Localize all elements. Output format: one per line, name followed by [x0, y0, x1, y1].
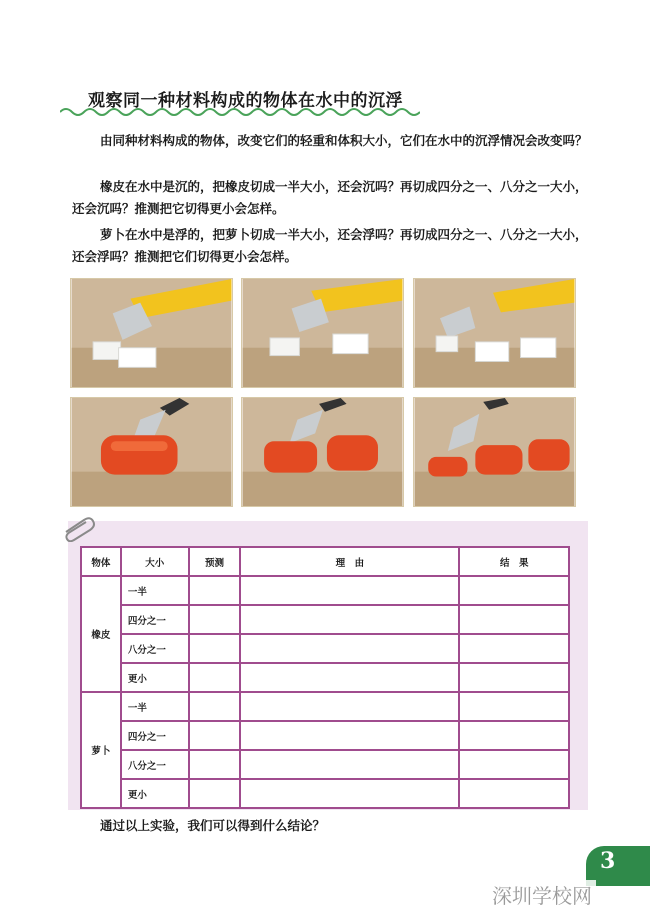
prediction-cell[interactable]	[189, 663, 241, 692]
size-cell: 八分之一	[121, 750, 189, 779]
page-number: 3	[600, 848, 616, 874]
reason-cell[interactable]	[240, 692, 459, 721]
radish-cut-image	[71, 398, 232, 506]
table-row	[81, 692, 569, 721]
radish-cut-image	[414, 398, 575, 506]
object-radish: 萝卜	[81, 692, 121, 808]
conclusion-question: 通过以上实验，我们可以得到什么结论？	[100, 818, 326, 833]
eraser-photo-half	[70, 278, 233, 388]
prediction-cell[interactable]	[189, 634, 241, 663]
object-eraser: 橡皮	[81, 576, 121, 692]
result-cell[interactable]	[459, 634, 569, 663]
reason-cell[interactable]	[240, 663, 459, 692]
prediction-cell[interactable]	[189, 721, 241, 750]
table-row	[81, 663, 569, 692]
radish-photo-quarter	[241, 397, 404, 507]
radish-paragraph: 萝卜在水中是浮的，把萝卜切成一半大小，还会浮吗？再切成四分之一、八分之一大小，还会浮吗？推测把它们切得更小会怎样。	[72, 227, 588, 264]
eraser-photo-eighth	[413, 278, 576, 388]
reason-cell[interactable]	[240, 721, 459, 750]
title-underline-wave	[60, 104, 420, 118]
table-header-row	[81, 547, 569, 576]
prediction-cell[interactable]	[189, 779, 241, 808]
watermark: 深圳学校网	[488, 880, 596, 909]
header-prediction: 预测	[189, 547, 241, 576]
result-cell[interactable]	[459, 576, 569, 605]
reason-cell[interactable]	[240, 779, 459, 808]
paperclip-icon	[60, 514, 100, 542]
size-cell: 四分之一	[121, 605, 189, 634]
table-row	[81, 605, 569, 634]
size-cell: 八分之一	[121, 634, 189, 663]
result-cell[interactable]	[459, 663, 569, 692]
size-cell: 一半	[121, 692, 189, 721]
prediction-cell[interactable]	[189, 605, 241, 634]
table-row	[81, 721, 569, 750]
header-reason: 理 由	[240, 547, 459, 576]
header-size: 大小	[121, 547, 189, 576]
result-cell[interactable]	[459, 779, 569, 808]
eraser-cut-image	[71, 279, 232, 387]
result-cell[interactable]	[459, 721, 569, 750]
result-cell[interactable]	[459, 750, 569, 779]
size-cell: 更小	[121, 779, 189, 808]
header-result: 结 果	[459, 547, 569, 576]
eraser-cut-image	[414, 279, 575, 387]
reason-cell[interactable]	[240, 576, 459, 605]
header-object: 物体	[81, 547, 121, 576]
reason-cell[interactable]	[240, 605, 459, 634]
prediction-cell[interactable]	[189, 750, 241, 779]
result-cell[interactable]	[459, 605, 569, 634]
size-cell: 四分之一	[121, 721, 189, 750]
table-row	[81, 750, 569, 779]
prediction-cell[interactable]	[189, 576, 241, 605]
eraser-cut-image	[242, 279, 403, 387]
eraser-paragraph: 橡皮在水中是沉的，把橡皮切成一半大小，还会沉吗？再切成四分之一、八分之一大小，还会沉吗？推测把它切得更小会怎样。	[72, 179, 588, 216]
radish-photo-half	[70, 397, 233, 507]
prediction-cell[interactable]	[189, 692, 241, 721]
intro-paragraph: 由同种材料构成的物体，改变它们的轻重和体积大小，它们在水中的沉浮情况会改变吗？	[100, 133, 588, 148]
size-cell: 更小	[121, 663, 189, 692]
radish-cut-image	[242, 398, 403, 506]
page-title: 观察同一种材料构成的物体在水中的沉浮	[88, 91, 403, 111]
eraser-photo-quarter	[241, 278, 404, 388]
result-cell[interactable]	[459, 692, 569, 721]
table-row	[81, 634, 569, 663]
radish-photo-eighth	[413, 397, 576, 507]
size-cell: 一半	[121, 576, 189, 605]
record-table	[80, 546, 570, 809]
reason-cell[interactable]	[240, 634, 459, 663]
reason-cell[interactable]	[240, 750, 459, 779]
table-row	[81, 779, 569, 808]
table-row	[81, 576, 569, 605]
